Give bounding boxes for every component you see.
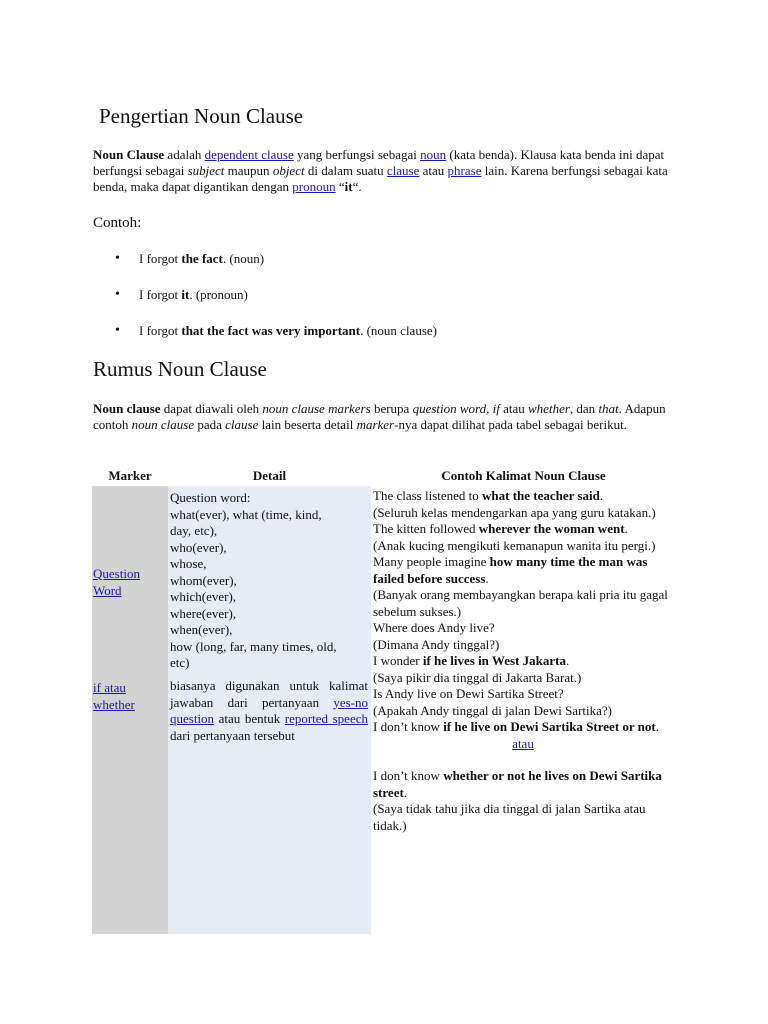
- list-item: • I forgot that the fact was very important. (noun clause): [115, 323, 437, 338]
- bullet-icon: •: [115, 287, 120, 302]
- example-translation: (Seluruh kelas mendengarkan apa yang guru katakan.): [373, 504, 656, 520]
- section-heading-rumus: Rumus Noun Clause: [93, 357, 267, 381]
- detail-if-whether: biasanya digunakan untuk kalimat jawaban dari pertanyaan yes-no question atau bentuk reported speech dari pertanyaan tersebut: [170, 678, 368, 743]
- link-phrase[interactable]: phrase: [447, 163, 482, 178]
- example-translation: (Saya tidak tahu jika dia tinggal di jalan Sartika atau tidak.): [373, 801, 646, 833]
- detail-question-word: Question word: what(ever), what (time, kind, day, etc), who(ever), whose, whom(ever), which(ever), where(ever), when(ever), how (long, far, many times, old, etc): [170, 490, 337, 670]
- page-title: Pengertian Noun Clause: [99, 104, 304, 128]
- example-translation: (Apakah Andy tinggal di jalan Dewi Sartika?): [373, 702, 612, 718]
- term-noun-clause: Noun Clause: [93, 147, 165, 162]
- link-noun[interactable]: noun: [420, 147, 447, 162]
- example-sentence: I don’t know whether or not he lives on Dewi Sartika street.: [373, 768, 662, 800]
- column-header-detail: Detail: [252, 468, 287, 483]
- examples-list: [93, 250, 437, 358]
- example-sentence: I don’t know if he live on Dewi Sartika Street or not.: [373, 719, 659, 734]
- atau-link[interactable]: atau: [512, 735, 534, 751]
- column-header-contoh: Contoh Kalimat Noun Clause: [441, 468, 606, 483]
- example-sentence: Many people imagine how many time the man was failed before success.: [373, 554, 648, 586]
- list-item: • I forgot the fact. (noun): [115, 251, 265, 266]
- example-translation: (Anak kucing mengikuti kemanapun wanita itu pergi.): [373, 537, 656, 553]
- column-header-marker: Marker: [108, 468, 152, 483]
- example-translation: (Saya pikir dia tinggal di Jakarta Barat.): [373, 669, 582, 685]
- example-sentence: Where does Andy live?: [373, 620, 495, 635]
- example-sentence: The class listened to what the teacher said.: [373, 488, 604, 503]
- link-dependent-clause[interactable]: dependent clause: [204, 147, 294, 162]
- bullet-icon: •: [115, 323, 120, 338]
- marker-if-whether-link[interactable]: if atau whether: [93, 680, 135, 712]
- example-translation: (Banyak orang membayangkan berapa kali pria itu gagal sebelum sukses.): [373, 587, 668, 619]
- rumus-paragraph: Noun clause dapat diawali oleh noun clause markers berupa question word, if atau whether, dan that. Adapun contoh noun clause pada clause lain beserta detail marker-nya dapat dilihat pada tabel sebagai berikut.: [93, 401, 666, 432]
- spacer: [373, 752, 673, 768]
- noun-clause-table: [92, 466, 676, 934]
- example-sentence: Is Andy live on Dewi Sartika Street?: [373, 686, 564, 701]
- example-sentence: The kitten followed wherever the woman went.: [373, 521, 628, 536]
- link-clause[interactable]: clause: [386, 163, 420, 178]
- link-pronoun[interactable]: pronoun: [292, 179, 336, 194]
- example-sentence: I wonder if he lives in West Jakarta.: [373, 653, 570, 668]
- list-item: • I forgot it. (pronoun): [115, 287, 248, 302]
- marker-question-word-link[interactable]: Question Word: [93, 566, 140, 598]
- link-reported-speech[interactable]: reported speech: [284, 711, 368, 726]
- example-sentences: [373, 488, 673, 834]
- examples-heading: Contoh:: [93, 215, 142, 231]
- bullet-icon: •: [115, 251, 120, 266]
- link-yes-no-question[interactable]: yes-no question: [170, 694, 368, 726]
- example-translation: (Dimana Andy tinggal?): [373, 636, 500, 652]
- definition-paragraph: Noun Clause adalah dependent clause yang berfungsi sebagai noun (kata benda). Klausa kata benda ini dapat berfungsi sebagai subject maupun object di dalam suatu clause atau phrase lain. Karena berfungsi sebagai kata benda, maka dapat digantikan dengan pronoun “it“.: [93, 147, 668, 194]
